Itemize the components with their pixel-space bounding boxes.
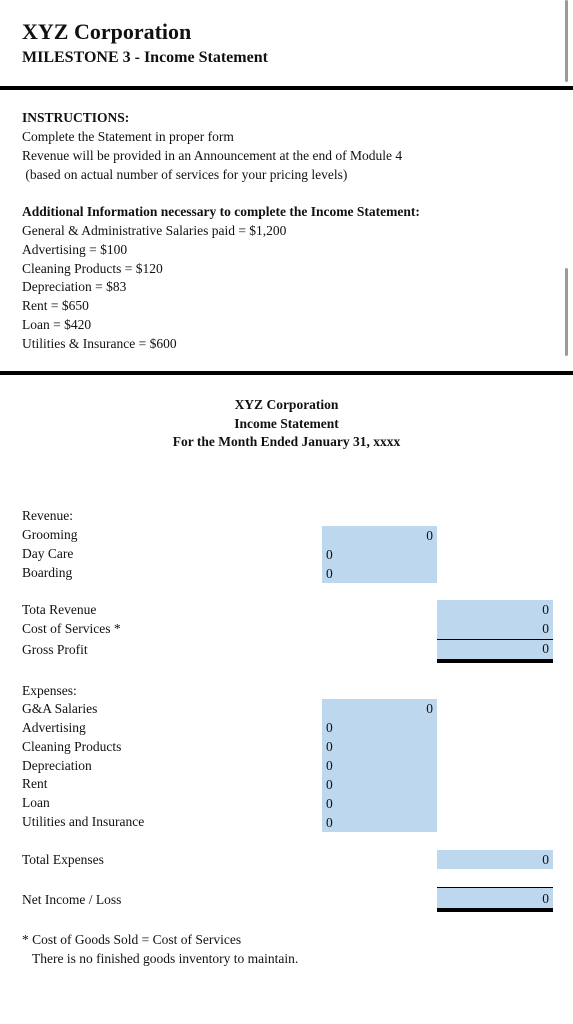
company-title: XYZ Corporation — [22, 19, 192, 44]
instruction-line: Complete the Statement in proper form — [22, 129, 234, 144]
section-divider — [0, 371, 573, 375]
utilities-label: Utilities and Insurance — [22, 814, 145, 829]
additional-info-item: Rent = $650 — [22, 298, 89, 313]
net-income-value: 0 — [542, 891, 549, 906]
additional-info-item: Utilities & Insurance = $600 — [22, 336, 177, 351]
gross-profit-value: 0 — [542, 641, 549, 656]
boarding-cell[interactable] — [322, 564, 437, 583]
additional-info-item: Advertising = $100 — [22, 242, 128, 257]
section-divider — [0, 86, 573, 90]
cost-of-services-value: 0 — [542, 621, 549, 636]
ga-salaries-value: 0 — [426, 701, 433, 716]
advertising-cell[interactable] — [322, 718, 437, 737]
cleaning-products-cell[interactable] — [322, 737, 437, 756]
additional-info-item: Loan = $420 — [22, 317, 92, 332]
cleaning-products-label: Cleaning Products — [22, 739, 122, 754]
instruction-line: (based on actual number of services for your pricing levels) — [22, 167, 348, 182]
total-expenses-label: Total Expenses — [22, 852, 104, 867]
expenses-heading: Expenses: — [22, 683, 77, 698]
grooming-value: 0 — [426, 528, 433, 543]
boarding-value: 0 — [326, 566, 333, 581]
instructions-heading: INSTRUCTIONS: — [22, 110, 130, 125]
total-revenue-label: Tota Revenue — [22, 602, 97, 617]
statement-title: Income Statement — [234, 416, 339, 431]
grooming-label: Grooming — [22, 527, 78, 542]
daycare-cell[interactable] — [322, 545, 437, 564]
footnote-line: * Cost of Goods Sold = Cost of Services — [22, 932, 242, 947]
double-rule — [437, 908, 553, 912]
additional-info-item: Depreciation = $83 — [22, 279, 127, 294]
grooming-cell[interactable] — [322, 526, 437, 545]
total-expenses-value: 0 — [542, 852, 549, 867]
additional-info-heading: Additional Information necessary to complete the Income Statement: — [22, 204, 420, 219]
loan-value: 0 — [326, 796, 333, 811]
cost-of-services-label: Cost of Services * — [22, 621, 121, 636]
utilities-value: 0 — [326, 815, 333, 830]
statement-company: XYZ Corporation — [234, 397, 339, 412]
net-income-label: Net Income / Loss — [22, 892, 122, 907]
instruction-line: Revenue will be provided in an Announcement at the end of Module 4 — [22, 148, 403, 163]
subtotal-rule — [437, 639, 553, 640]
additional-info-item: Cleaning Products = $120 — [22, 261, 163, 276]
daycare-label: Day Care — [22, 546, 74, 561]
daycare-value: 0 — [326, 547, 333, 562]
milestone-title: MILESTONE 3 - Income Statement — [22, 49, 268, 66]
depreciation-value: 0 — [326, 758, 333, 773]
revenue-heading: Revenue: — [22, 508, 73, 523]
rent-label: Rent — [22, 776, 48, 791]
totals-cell[interactable] — [437, 600, 553, 660]
statement-period: For the Month Ended January 31, xxxx — [172, 434, 401, 449]
loan-cell[interactable] — [322, 794, 437, 813]
scrollbar-top[interactable] — [565, 0, 568, 82]
boarding-label: Boarding — [22, 565, 73, 580]
gross-profit-label: Gross Profit — [22, 642, 88, 657]
utilities-cell[interactable] — [322, 813, 437, 832]
rent-value: 0 — [326, 777, 333, 792]
depreciation-cell[interactable] — [322, 756, 437, 775]
footnote-line: There is no finished goods inventory to maintain. — [32, 951, 299, 966]
cleaning-products-value: 0 — [326, 739, 333, 754]
depreciation-label: Depreciation — [22, 758, 92, 773]
additional-info-item: General & Administrative Salaries paid = $1,200 — [22, 223, 287, 238]
net-income-cell[interactable] — [437, 888, 553, 908]
advertising-label: Advertising — [22, 720, 86, 735]
ga-salaries-cell[interactable] — [322, 699, 437, 718]
scrollbar-middle[interactable] — [565, 268, 568, 356]
total-revenue-value: 0 — [542, 602, 549, 617]
total-expenses-cell[interactable] — [437, 850, 553, 869]
rent-cell[interactable] — [322, 775, 437, 794]
loan-label: Loan — [22, 795, 50, 810]
ga-salaries-label: G&A Salaries — [22, 701, 98, 716]
double-rule — [437, 659, 553, 663]
advertising-value: 0 — [326, 720, 333, 735]
